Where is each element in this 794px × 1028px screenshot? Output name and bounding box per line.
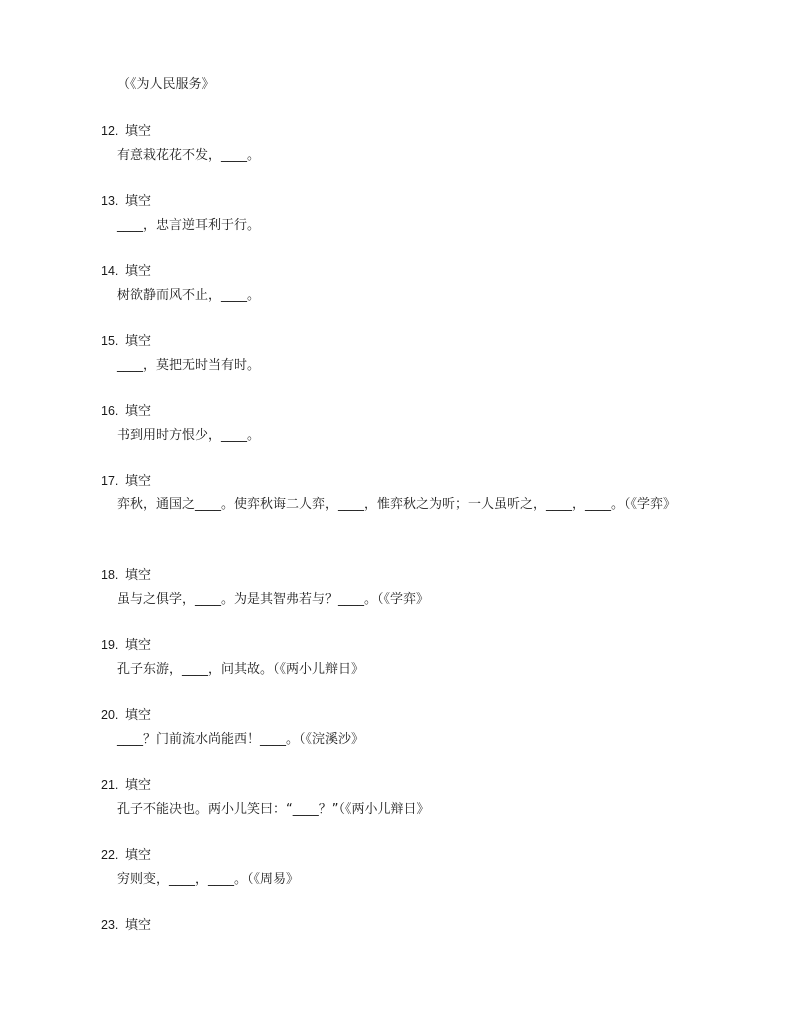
question-number: 22. (101, 848, 119, 862)
question-text-14: 树欲静而风不止，____。 (117, 288, 261, 303)
question-number: 17. (101, 474, 119, 488)
question-text-21: 孔子不能决也。两小儿笑曰：“____？”（《两小儿辩日》 (117, 802, 430, 817)
question-text-16: 书到用时方恨少，____。 (117, 428, 261, 443)
question-number: 16. (101, 404, 119, 418)
question-number: 18. (101, 568, 119, 582)
question-text-15: ____，莫把无时当有时。 (117, 358, 261, 373)
question-text-17: 弈秋，通国之____。使弈秋诲二人弈，____，惟弈秋之为听；一人虽听之，____，____。（《学弈》 (117, 497, 677, 512)
question-type: 填空 (125, 404, 152, 419)
question-header-17 (101, 471, 151, 492)
question-number: 20. (101, 708, 119, 722)
question-text-18: 虽与之俱学，____。为是其智弗若与？____。（《学弈》 (117, 592, 430, 607)
question-header-18 (101, 565, 151, 586)
question-number: 19. (101, 638, 119, 652)
question-type: 填空 (125, 474, 152, 489)
question-header-13 (101, 191, 151, 212)
question-type: 填空 (125, 568, 152, 583)
question-type: 填空 (125, 124, 152, 139)
question-number: 21. (101, 778, 119, 792)
question-type: 填空 (125, 778, 152, 793)
question-header-14 (101, 261, 151, 282)
question-header-15 (101, 331, 151, 352)
question-number: 13. (101, 194, 119, 208)
question-number: 15. (101, 334, 119, 348)
question-type: 填空 (125, 334, 152, 349)
question-text-22: 穷则变，____，____。（《周易》 (117, 872, 300, 887)
question-header-20 (101, 705, 151, 726)
question-text-19: 孔子东游，____，问其故。（《两小儿辩日》 (117, 662, 365, 677)
question-text-20: ____？门前流水尚能西！____。（《浣溪沙》 (117, 732, 365, 747)
question-number: 23. (101, 918, 119, 932)
question-type: 填空 (125, 918, 152, 933)
question-type: 填空 (125, 194, 152, 209)
question-type: 填空 (125, 638, 152, 653)
question-header-12 (101, 121, 151, 142)
question-header-19 (101, 635, 151, 656)
header-source-note: （《为人民服务》 (117, 77, 215, 92)
question-type: 填空 (125, 848, 152, 863)
question-header-22 (101, 845, 151, 866)
question-type: 填空 (125, 708, 152, 723)
question-text-12: 有意栽花花不发，____。 (117, 148, 261, 163)
question-header-23 (101, 915, 151, 936)
question-text-13: ____，忠言逆耳利于行。 (117, 218, 261, 233)
question-number: 14. (101, 264, 119, 278)
question-header-16 (101, 401, 151, 422)
question-header-21 (101, 775, 151, 796)
question-type: 填空 (125, 264, 152, 279)
question-number: 12. (101, 124, 119, 138)
